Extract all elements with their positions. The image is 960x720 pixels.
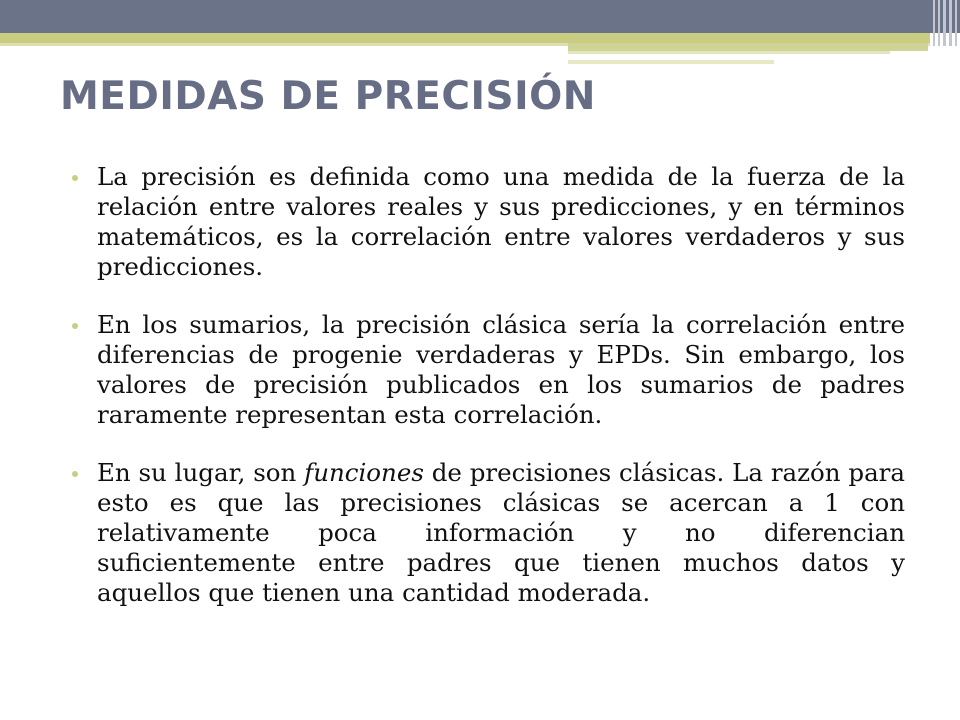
- accent-bump-secondary: [568, 51, 890, 54]
- bullet-item: [72, 310, 905, 430]
- accent-line: [0, 33, 930, 43]
- bullet-text: La precisión es definida como una medida de la fuerza de la relación entre valores reales y sus predicciones, y en términos matemáticos, es la correlación entre valores verdaderos y sus predicciones.: [97, 162, 905, 281]
- bullet-text: En los sumarios, la precisión clásica sería la correlación entre diferencias de progenie verdaderas y EPDs. Sin embargo, los valores de precisión publicados en los sumarios de padres raramente representan esta correlación.: [97, 310, 905, 429]
- bullet-text-start: En su lugar, son: [97, 458, 305, 487]
- bullet-icon: [72, 471, 78, 477]
- accent-bump: [568, 43, 928, 51]
- bullet-icon: [72, 175, 78, 181]
- bullet-item: [72, 458, 905, 608]
- top-decorative-bar: [0, 0, 960, 33]
- bullet-item: [72, 162, 905, 282]
- corner-stripes: [930, 0, 960, 46]
- bullet-text-end: de precisiones clásicas. La razón para esto es que las precisiones clásicas se acercan a 1 con relativamente poca información y no diferencian suficientemente entre padres que tienen muchos datos y aquellos que tienen una cantidad moderada.: [97, 458, 906, 607]
- bullet-list: [72, 162, 905, 636]
- slide-title: MEDIDAS DE PRECISIÓN: [60, 74, 596, 119]
- accent-bump-tertiary: [568, 60, 774, 64]
- bullet-icon: [72, 323, 78, 329]
- bullet-text-italic: funciones: [304, 458, 424, 487]
